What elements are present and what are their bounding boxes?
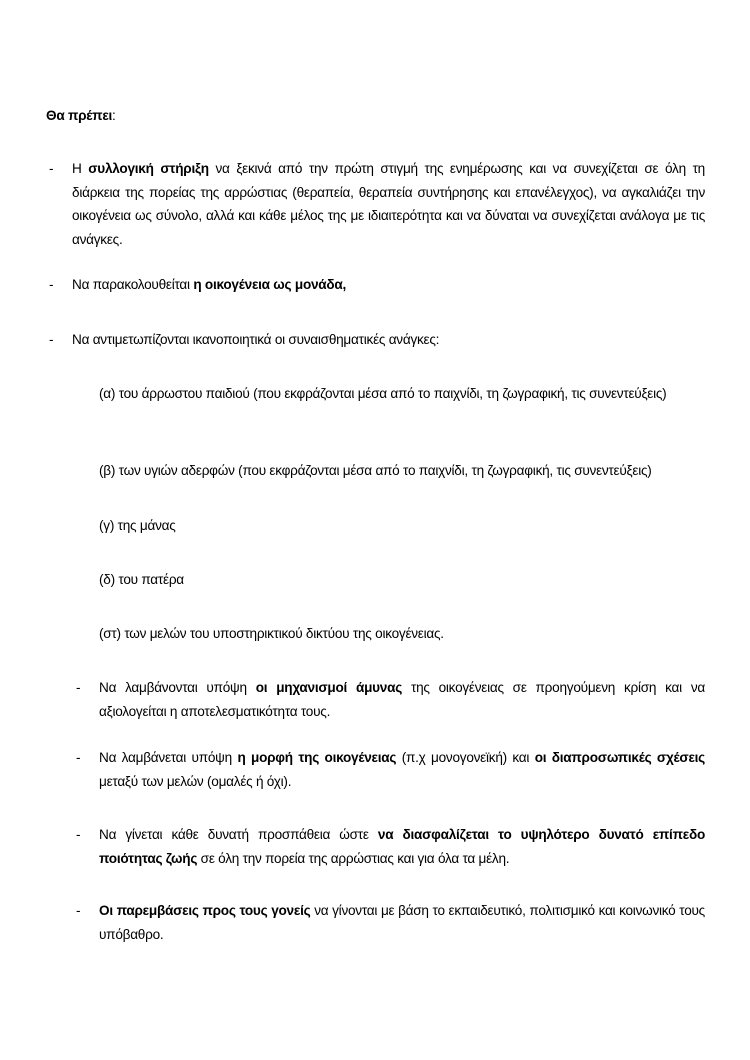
text-run: της οικογένειας σε προηγούμενη κρίση και να αξιολογείται η αποτελεσματικότητα τους. (99, 680, 705, 719)
subitem-healthy-siblings: (β) των υγιών αδερφών (που εκφράζονται μέσα από το παιχνίδι, τη ζωγραφική, τις συνεντεύξεις) (99, 463, 652, 478)
bullet-family-as-unit (49, 273, 705, 297)
text-run: σε όλη την πορεία της αρρώστιας και για όλα τα μέλη. (197, 850, 510, 866)
text-run: Να γίνεται κάθε δυνατή προσπάθεια ώστε (99, 827, 378, 842)
bullet-dash: - (76, 680, 81, 695)
bullet-collective-support (49, 157, 705, 251)
text-run: μεταξύ των μελών (ομαλές ή όχι). (99, 773, 292, 789)
text-run: (π.χ μονογονεϊκή) και (396, 750, 535, 765)
bullet-dash: - (49, 277, 54, 292)
bullet-emotional-needs (49, 328, 705, 352)
heading-bold: Θα πρέπει (46, 108, 113, 123)
bold-run: οι μηχανισμοί άμυνας (255, 680, 403, 695)
section-heading (46, 104, 116, 128)
text-run: Να λαμβάνεται υπόψη (99, 750, 238, 765)
bold-run: οι διαπροσωπικές σχέσεις (534, 750, 706, 765)
subitem-mother: (γ) της μάνας (99, 518, 176, 533)
bullet-dash: - (76, 903, 81, 918)
bold-run: η οικογένεια ως μονάδα, (193, 277, 347, 292)
bullet-quality-of-life (76, 823, 705, 870)
heading-colon: : (112, 108, 116, 123)
bold-run: η μορφή της οικογένειας (237, 750, 397, 765)
bullet-defense-mechanisms (76, 676, 705, 723)
text-run: να ξεκινά από την πρώτη στιγμή της ενημέρωσης και να συνεχίζεται σε όλη τη διάρκεια της πορείας της αρρώστιας (θεραπεία, θεραπεία συντήρησης και επανέλεγχος), να αγκαλιάζει την οικογένεια ως σύνολο, αλλά και κάθε μέλος της με ιδιαιτερότητα και να δύναται να συνεχίζεται ανάλογα με τις ανάγκες. (72, 161, 705, 247)
bullet-dash: - (49, 161, 54, 176)
subitem-sick-child: (α) του άρρωστου παιδιού (που εκφράζονται μέσα από το παιχνίδι, τη ζωγραφική, τις συνεντεύξεις) (99, 386, 667, 401)
bullet-dash: - (76, 827, 81, 842)
bullet-dash: - (76, 750, 81, 765)
bullet-family-form (76, 746, 706, 793)
text-run: να γίνονται με βάση το εκπαιδευτικό, πολιτισμικό και κοινωνικό τους υπόβαθρο. (99, 903, 705, 942)
bullet-parent-interventions (76, 899, 705, 946)
text-run: Να λαμβάνονται υπόψη (99, 680, 256, 695)
text-run: Η (72, 161, 89, 176)
text-run: Να παρακολουθείται (72, 277, 194, 292)
bold-run: συλλογική στήριξη (88, 161, 209, 176)
bullet-dash: - (49, 332, 54, 347)
text-run: Να αντιμετωπίζονται ικανοποιητικά οι συναισθηματικές ανάγκες: (72, 332, 440, 347)
bold-run: να διασφαλίζεται το υψηλότερο δυνατό επίπεδο ποιότητας ζωής (99, 827, 705, 866)
bold-run: Οι παρεμβάσεις προς τους γονείς (99, 903, 311, 918)
subitem-father: (δ) του πατέρα (99, 572, 184, 587)
subitem-support-network: (στ) των μελών του υποστηρικτικού δικτύου της οικογένειας. (99, 626, 444, 641)
